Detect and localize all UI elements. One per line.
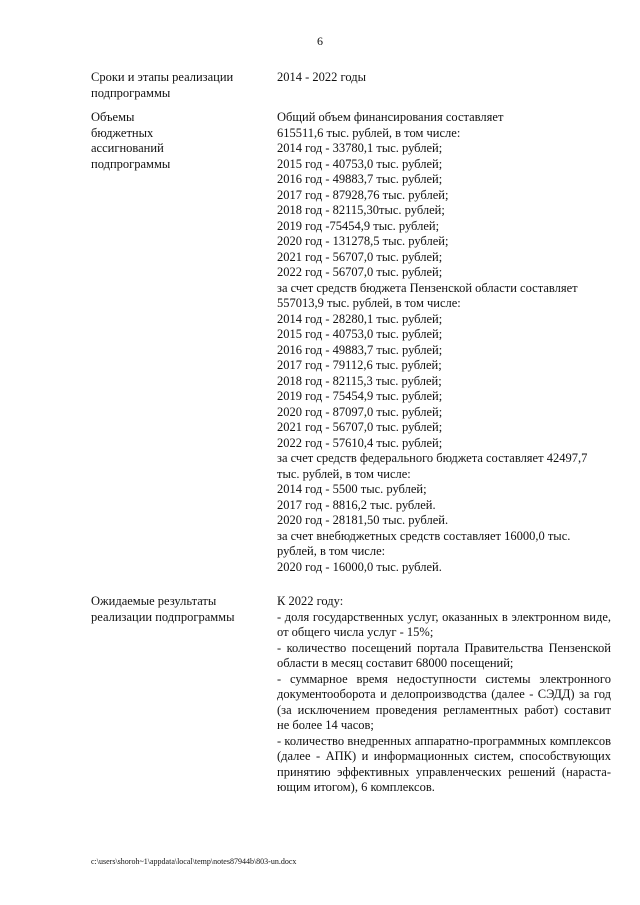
timeline-label: [91, 70, 271, 101]
budget-line: 2021 год - 56707,0 тыс. рублей;: [277, 249, 443, 264]
budget-line: 2022 год - 57610,4 тыс. рублей;: [277, 435, 443, 450]
budget-line: 615511,6 тыс. рублей, в том числе:: [277, 125, 461, 140]
budget-line: 2020 год - 16000,0 тыс. рублей.: [277, 559, 442, 574]
timeline-label-line: Сроки и этапы реализации: [91, 70, 234, 84]
budget-line: 2020 год - 87097,0 тыс. рублей;: [277, 404, 443, 419]
budget-line: 2015 год - 40753,0 тыс. рублей;: [277, 156, 443, 171]
results-intro: К 2022 году:: [277, 594, 344, 608]
budget-line: рублей, в том числе:: [277, 544, 386, 558]
results-label-line: Ожидаемые результаты: [91, 594, 217, 608]
timeline-label-line: подпрограммы: [91, 85, 171, 100]
budget-line: 2017 год - 8816,2 тыс. рублей.: [277, 497, 436, 512]
budget-line: за счет средств бюджета Пензенской области составляет: [277, 280, 578, 295]
budget-label-line: Объемы: [91, 110, 135, 124]
results-item: - количество посещений портала Правительства Пензенской области в месяц составит 68000 посещений;: [277, 640, 611, 670]
page-number: 6: [317, 34, 323, 48]
budget-label-line: ассигнований: [91, 141, 164, 155]
budget-line: 2016 год - 49883,7 тыс. рублей;: [277, 342, 443, 357]
budget-line: 2016 год - 49883,7 тыс. рублей;: [277, 172, 443, 186]
budget-line: 2014 год - 28280,1 тыс. рублей;: [277, 311, 443, 326]
timeline-value: [277, 70, 611, 86]
results-item: - количество внедренных аппаратно-программных комплексов (далее - АПК) и информационных систем, способствующих принятию эффективных управленческих решений (нараста-ющим итогом), 6 комплексов.: [277, 733, 611, 794]
budget-line: 2019 год -75454,9 тыс. рублей;: [277, 218, 440, 233]
budget-label: [91, 110, 271, 172]
budget-line: 2018 год - 82115,3 тыс. рублей;: [277, 373, 442, 388]
budget-line: 2021 год - 56707,0 тыс. рублей;: [277, 420, 443, 434]
budget-line: 2017 год - 87928,76 тыс. рублей;: [277, 187, 449, 202]
results-text: [277, 594, 611, 796]
budget-line: за счет средств федерального бюджета составляет 42497,7: [277, 451, 588, 465]
budget-line: 2020 год - 28181,50 тыс. рублей.: [277, 513, 449, 527]
budget-line: 557013,9 тыс. рублей, в том числе:: [277, 296, 461, 310]
footer-file-path: c:\users\shoroh~1\appdata\local\temp\notes87944b\803-un.docx: [91, 857, 297, 866]
budget-line: 2015 год - 40753,0 тыс. рублей;: [277, 327, 443, 341]
budget-line: за счет внебюджетных средств составляет 16000,0 тыс.: [277, 528, 571, 543]
results-item: - суммарное время недоступности системы электронного документооборота и делопроизводства (далее - СЭДД) за год (за исключением проведения регламентных работ) составит не более 14 часов;: [277, 671, 611, 732]
budget-lines: [277, 110, 611, 575]
results-item: - доля государственных услуг, оказанных в электронном виде, от общего числа услуг - 15%;: [277, 609, 611, 639]
budget-line: 2014 год - 5500 тыс. рублей;: [277, 482, 427, 496]
timeline-value-line: 2014 - 2022 годы: [277, 70, 367, 84]
budget-line: тыс. рублей, в том числе:: [277, 466, 411, 481]
budget-line: 2019 год - 75454,9 тыс. рублей;: [277, 389, 443, 403]
budget-label-line: подпрограммы: [91, 156, 171, 171]
budget-line: 2014 год - 33780,1 тыс. рублей;: [277, 141, 443, 155]
budget-label-line: бюджетных: [91, 125, 154, 140]
results-label-line: реализации подпрограммы: [91, 609, 235, 624]
budget-line: 2020 год - 131278,5 тыс. рублей;: [277, 234, 449, 248]
results-label: [91, 594, 271, 625]
budget-line: 2018 год - 82115,30тыс. рублей;: [277, 203, 445, 217]
budget-line: 2017 год - 79112,6 тыс. рублей;: [277, 358, 442, 372]
budget-line: Общий объем финансирования составляет: [277, 110, 504, 124]
budget-line: 2022 год - 56707,0 тыс. рублей;: [277, 265, 443, 279]
